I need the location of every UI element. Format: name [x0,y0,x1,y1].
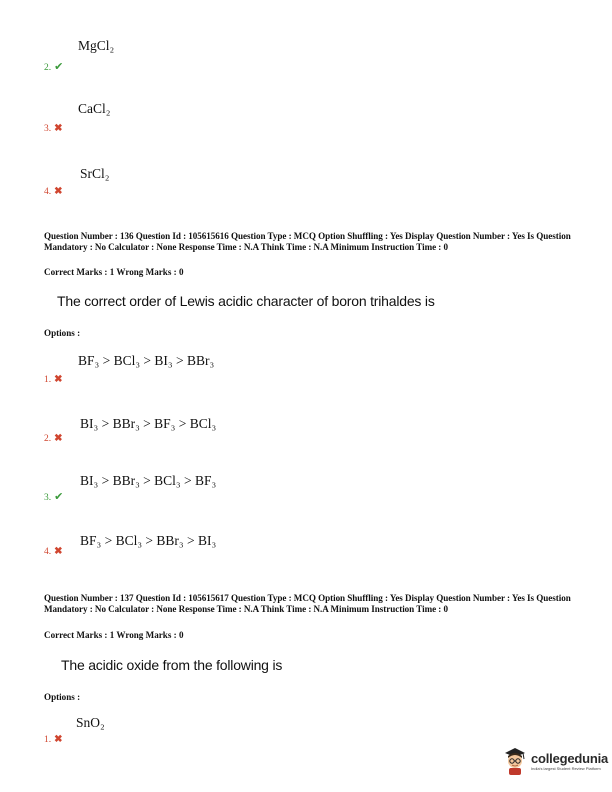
prev-option-2-text: MgCl₂ [78,38,115,53]
cross-icon: ✖ [54,546,63,557]
collegedunia-logo [503,746,608,776]
prev-option-4-text: SrCl₂ [80,166,110,181]
question-137-meta: Question Number : 137 Question Id : 105615617 Question Type : MCQ Option Shuffling : Yes Display Question Number : Yes Is Question Mandatory : No Calculator : None Response Time : N.A Think Time : N.A Minimum Instruction Time : 0 [44,593,571,614]
prev-option-3-number [44,124,63,134]
question-137-text: The acidic oxide from the following is [61,657,283,673]
question-137-options-label: Options : [44,692,81,702]
option-number: 1. [44,735,52,745]
brand-name: collegedunia [531,751,609,766]
q136-option-2-text: BI₃ > BBr₃ > BF₃ > BCl₃ [80,416,217,431]
option-number: 3. [44,124,52,134]
q136-option-3-number [44,492,63,503]
cross-icon: ✖ [54,374,63,385]
q136-option-1-text: BF₃ > BCl₃ > BI₃ > BBr₃ [78,353,215,368]
question-136-options-label: Options : [44,328,81,338]
mascot-icon [503,746,527,776]
question-136-text: The correct order of Lewis acidic character of boron trihaldes is [57,293,435,309]
cross-icon: ✖ [54,123,63,134]
cross-icon: ✖ [54,433,63,444]
q137-option-1-number [44,735,63,745]
prev-option-2-number [44,62,63,73]
q136-option-2-number [44,434,63,444]
option-number: 2. [44,434,52,444]
option-number: 1. [44,375,52,385]
prev-option-3-text: CaCl₂ [78,101,111,116]
q136-option-3-text: BI₃ > BBr₃ > BCl₃ > BF₃ [80,473,217,488]
check-icon: ✔ [54,491,64,503]
check-icon: ✔ [54,61,64,73]
prev-option-4-number [44,187,63,197]
question-136-marks: Correct Marks : 1 Wrong Marks : 0 [44,267,184,277]
q136-option-4-text: BF₃ > BCl₃ > BBr₃ > BI₃ [80,533,217,548]
cross-icon: ✖ [54,734,63,745]
option-number: 4. [44,547,52,557]
question-137-marks: Correct Marks : 1 Wrong Marks : 0 [44,630,184,640]
option-number: 2. [44,62,52,73]
cross-icon: ✖ [54,186,63,197]
q136-option-4-number [44,547,63,557]
q137-option-1-text: SnO₂ [76,715,105,730]
option-number: 3. [44,492,52,503]
brand-tagline: India's largest Student Review Platform [531,766,601,771]
q136-option-1-number [44,375,63,385]
option-number: 4. [44,187,52,197]
question-136-meta: Question Number : 136 Question Id : 105615616 Question Type : MCQ Option Shuffling : Yes Display Question Number : Yes Is Question Mandatory : No Calculator : None Response Time : N.A Think Time : N.A Minimum Instruction Time : 0 [44,231,571,252]
